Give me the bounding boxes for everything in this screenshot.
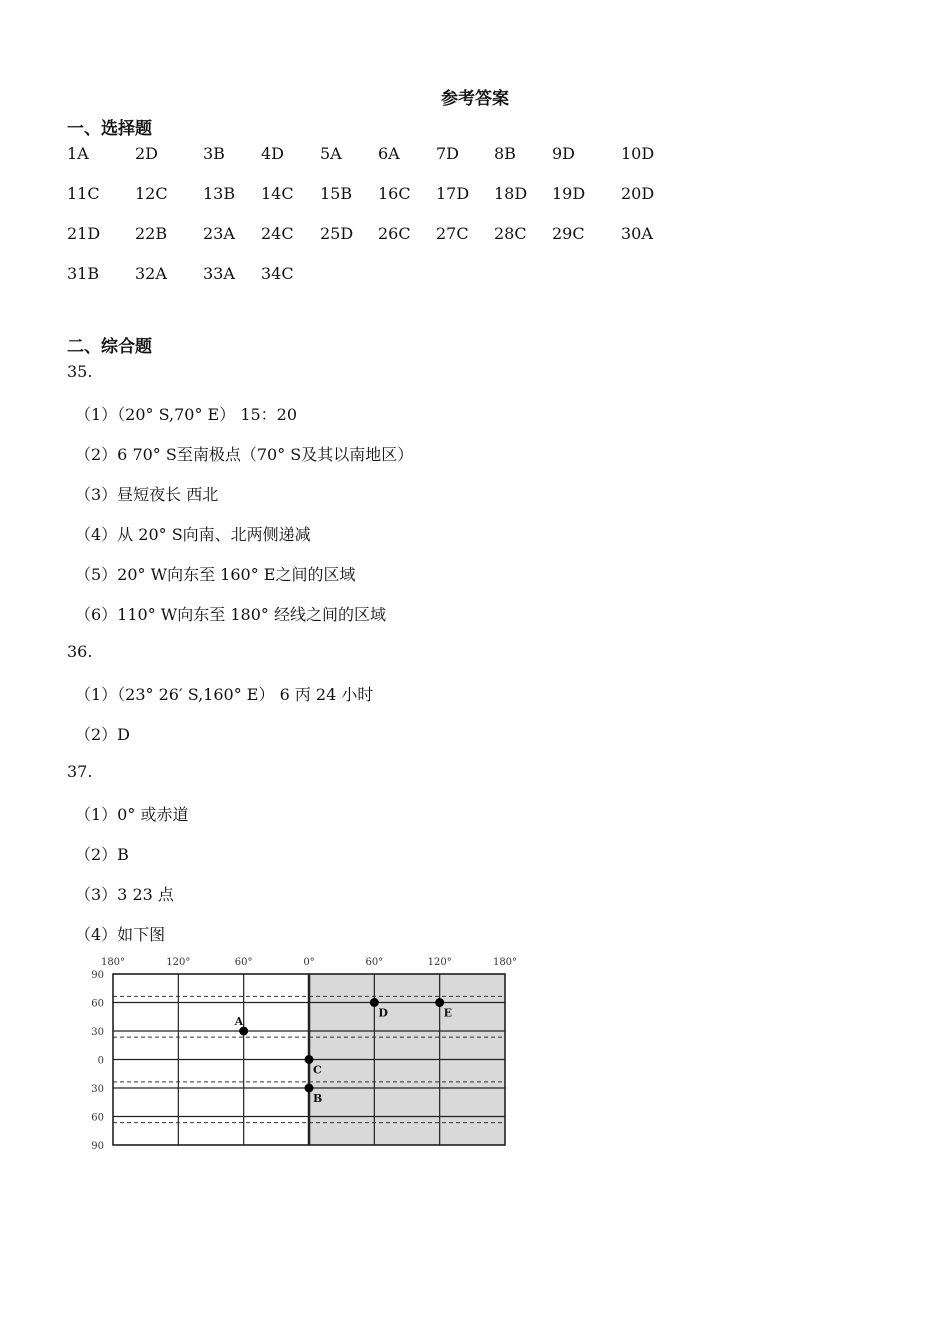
answer-line: （2）B (75, 845, 129, 864)
choice-answer: 29C (552, 224, 585, 243)
choice-answer: 32A (135, 264, 167, 283)
section-heading-comprehensive: 二、综合题 (67, 337, 152, 357)
choice-answer: 18D (494, 184, 528, 203)
answer-line: （4）如下图 (75, 925, 166, 944)
answer-line: （2）6 70° S至南极点（70° S及其以南地区） (75, 445, 414, 464)
latitude-label: 90 (91, 1141, 104, 1152)
longitude-label: 60° (234, 957, 253, 968)
answer-line: （6）110° W向东至 180° 经线之间的区域 (75, 605, 386, 624)
section-heading-choice: 一、选择题 (67, 119, 152, 139)
choice-answer: 25D (320, 224, 354, 243)
latitude-label: 30 (91, 1084, 104, 1095)
choice-answer: 6A (378, 144, 400, 163)
latitude-label: 60 (91, 998, 104, 1010)
choice-answer: 24C (261, 224, 294, 243)
longitude-label: 180° (492, 957, 518, 968)
choice-answer: 15B (320, 184, 353, 203)
choice-answer: 7D (436, 144, 460, 163)
choice-answer: 13B (203, 184, 236, 203)
longitude-label: 120° (427, 957, 452, 968)
longitude-label: 180° (100, 957, 126, 968)
answer-line: （4）从 20° S向南、北两侧递减 (75, 525, 311, 544)
choice-answer: 9D (552, 144, 576, 163)
choice-answer: 17D (436, 184, 470, 203)
answer-line: （1）0° 或赤道 (75, 805, 189, 824)
choice-answer: 12C (135, 184, 168, 203)
choice-answer: 2D (135, 144, 159, 163)
choice-answer: 11C (67, 184, 100, 203)
point-e-label: E (443, 1006, 453, 1020)
answer-line: （3）3 23 点 (75, 885, 174, 904)
choice-answer: 8B (494, 144, 516, 163)
answer-line: （1）（20° S,70° E） 15：20 (75, 405, 298, 424)
choice-answer: 3B (203, 144, 225, 163)
answer-line: （2）D (75, 725, 131, 744)
question-number: 37. (67, 762, 93, 781)
choice-answer: 33A (203, 264, 235, 283)
latitude-label: 30 (91, 1027, 104, 1038)
choice-answer: 31B (67, 264, 100, 283)
choice-answer: 10D (621, 144, 655, 163)
point-b-label: B (313, 1092, 323, 1105)
point-a-label: A (234, 1015, 244, 1028)
choice-answer: 28C (494, 224, 527, 243)
choice-answer: 23A (203, 224, 235, 243)
choice-answer: 22B (135, 224, 168, 243)
answer-line: （3）昼短夜长 西北 (75, 485, 219, 504)
longitude-label: 120° (166, 957, 191, 968)
answer-line: （5）20° W向东至 160° E之间的区域 (75, 565, 356, 584)
choice-answer: 27C (436, 224, 469, 243)
page-title: 参考答案 (441, 89, 509, 109)
choice-answer: 21D (67, 224, 101, 243)
latitude-label: 90 (91, 970, 104, 981)
choice-answer: 1A (67, 144, 89, 163)
choice-answer: 14C (261, 184, 294, 203)
choice-answer: 19D (552, 184, 586, 203)
choice-answer: 30A (621, 224, 653, 243)
world-grid-figure (88, 952, 528, 1152)
choice-answer: 26C (378, 224, 411, 243)
question-number: 35. (67, 362, 93, 381)
choice-answer: 34C (261, 264, 294, 283)
choice-answer: 4D (261, 144, 285, 163)
longitude-label: 0° (303, 957, 315, 968)
choice-answer: 16C (378, 184, 411, 203)
latitude-label: 60 (91, 1112, 104, 1124)
point-c-label: C (313, 1063, 322, 1077)
choice-answer: 5A (320, 144, 342, 163)
choice-answer: 20D (621, 184, 655, 203)
question-number: 36. (67, 642, 93, 661)
latitude-label: 0 (97, 1055, 104, 1067)
answer-line: （1）（23° 26′ S,160° E） 6 丙 24 小时 (75, 685, 374, 704)
point-d-label: D (378, 1006, 388, 1020)
longitude-label: 60° (365, 957, 384, 968)
